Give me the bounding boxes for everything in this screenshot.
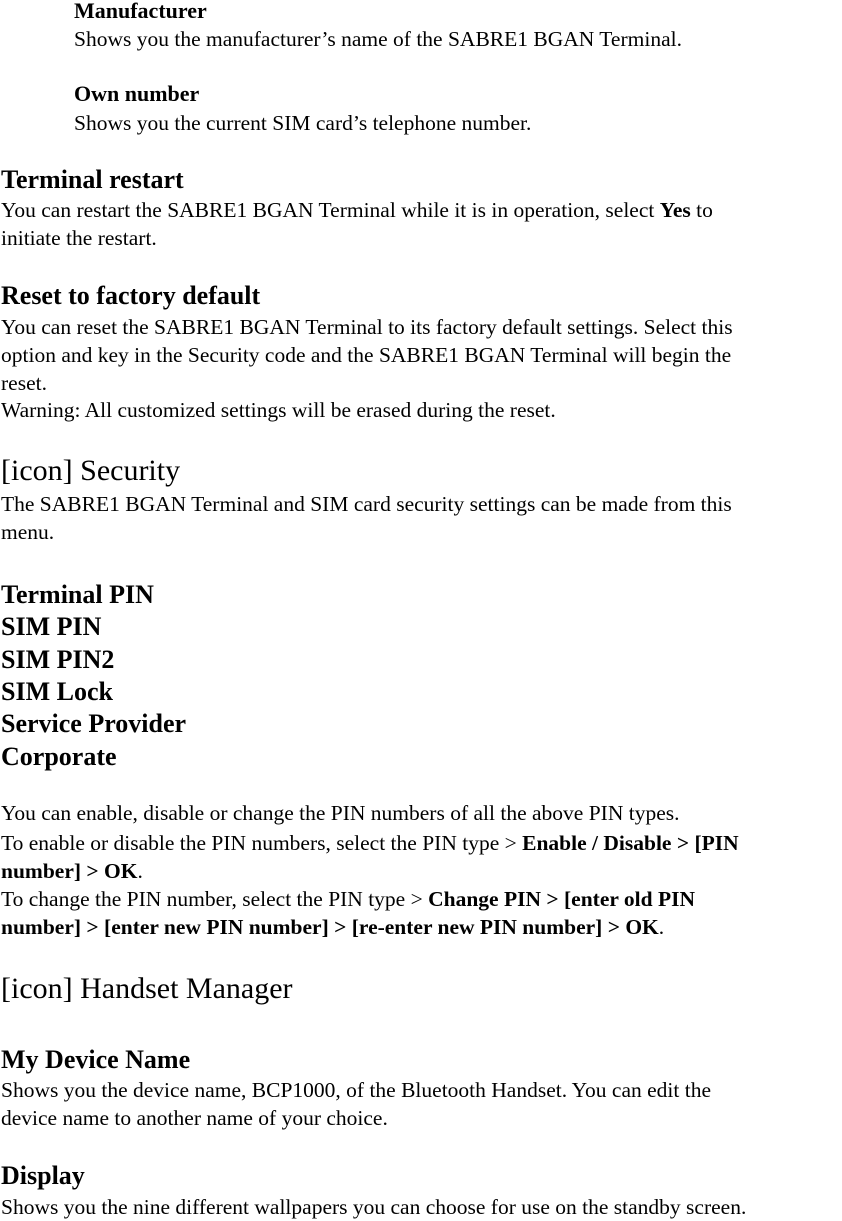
pin-change-bold1: Change PIN > [enter old PIN (428, 887, 695, 911)
reset-factory-warning: Warning: All customized settings will be erased during the reset. (1, 398, 556, 422)
handset-manager-heading: [icon] Handset Manager (1, 972, 293, 1005)
pin-change-line2 (1, 913, 664, 941)
display-heading: Display (1, 1161, 85, 1190)
pin-enable-bold2: number] > OK (1, 859, 138, 883)
reset-factory-line2: option and key in the Security code and the SABRE1 BGAN Terminal will begin the (1, 343, 732, 367)
manufacturer-heading: Manufacturer (74, 0, 207, 23)
pin-change-line1 (1, 885, 695, 913)
pin-type-item: SIM PIN2 (1, 645, 115, 674)
reset-factory-line1: You can reset the SABRE1 BGAN Terminal to its factory default settings. Select this (1, 315, 733, 339)
terminal-restart-text: You can restart the SABRE1 BGAN Terminal while it is in operation, select (1, 198, 660, 222)
device-name-heading: My Device Name (1, 1045, 191, 1074)
device-name-line2: device name to another name of your choice. (1, 1106, 388, 1130)
pin-enable-line2 (1, 857, 143, 885)
security-line1: The SABRE1 BGAN Terminal and SIM card security settings can be made from this (1, 492, 732, 516)
pin-type-item: SIM PIN (1, 612, 102, 641)
own-number-text: Shows you the current SIM card’s telephone number. (74, 111, 532, 135)
terminal-restart-text-after: to (690, 198, 713, 222)
reset-factory-heading: Reset to factory default (1, 281, 261, 310)
pin-change-period: . (658, 915, 665, 939)
pin-type-item: Service Provider (1, 709, 187, 738)
security-heading: [icon] Security (1, 454, 181, 487)
pin-enable-text: To enable or disable the PIN numbers, select the PIN type > (1, 831, 523, 855)
pin-enable-bold1: Enable / Disable > [PIN (522, 831, 739, 855)
reset-factory-line3: reset. (1, 371, 47, 395)
manufacturer-text: Shows you the manufacturer’s name of the SABRE1 BGAN Terminal. (74, 27, 682, 51)
terminal-restart-yes: Yes (659, 198, 691, 222)
terminal-restart-heading: Terminal restart (1, 165, 184, 194)
terminal-restart-line1 (1, 196, 713, 224)
pin-type-item: Corporate (1, 742, 117, 771)
device-name-line1: Shows you the device name, BCP1000, of the Bluetooth Handset. You can edit the (1, 1078, 712, 1102)
security-line2: menu. (1, 520, 55, 544)
display-line1: Shows you the nine different wallpapers you can choose for use on the standby screen. (1, 1195, 747, 1219)
terminal-restart-line2: initiate the restart. (1, 226, 157, 250)
pin-change-bold2: number] > [enter new PIN number] > [re-enter new PIN number] > OK (1, 915, 659, 939)
own-number-heading: Own number (74, 81, 200, 106)
pin-type-item: Terminal PIN (1, 580, 154, 609)
pin-enable-summary: You can enable, disable or change the PIN numbers of all the above PIN types. (1, 801, 680, 825)
pin-enable-period: . (137, 859, 143, 883)
pin-enable-line1 (1, 829, 739, 857)
pin-change-text: To change the PIN number, select the PIN type > (1, 887, 429, 911)
pin-type-item: SIM Lock (1, 677, 113, 706)
